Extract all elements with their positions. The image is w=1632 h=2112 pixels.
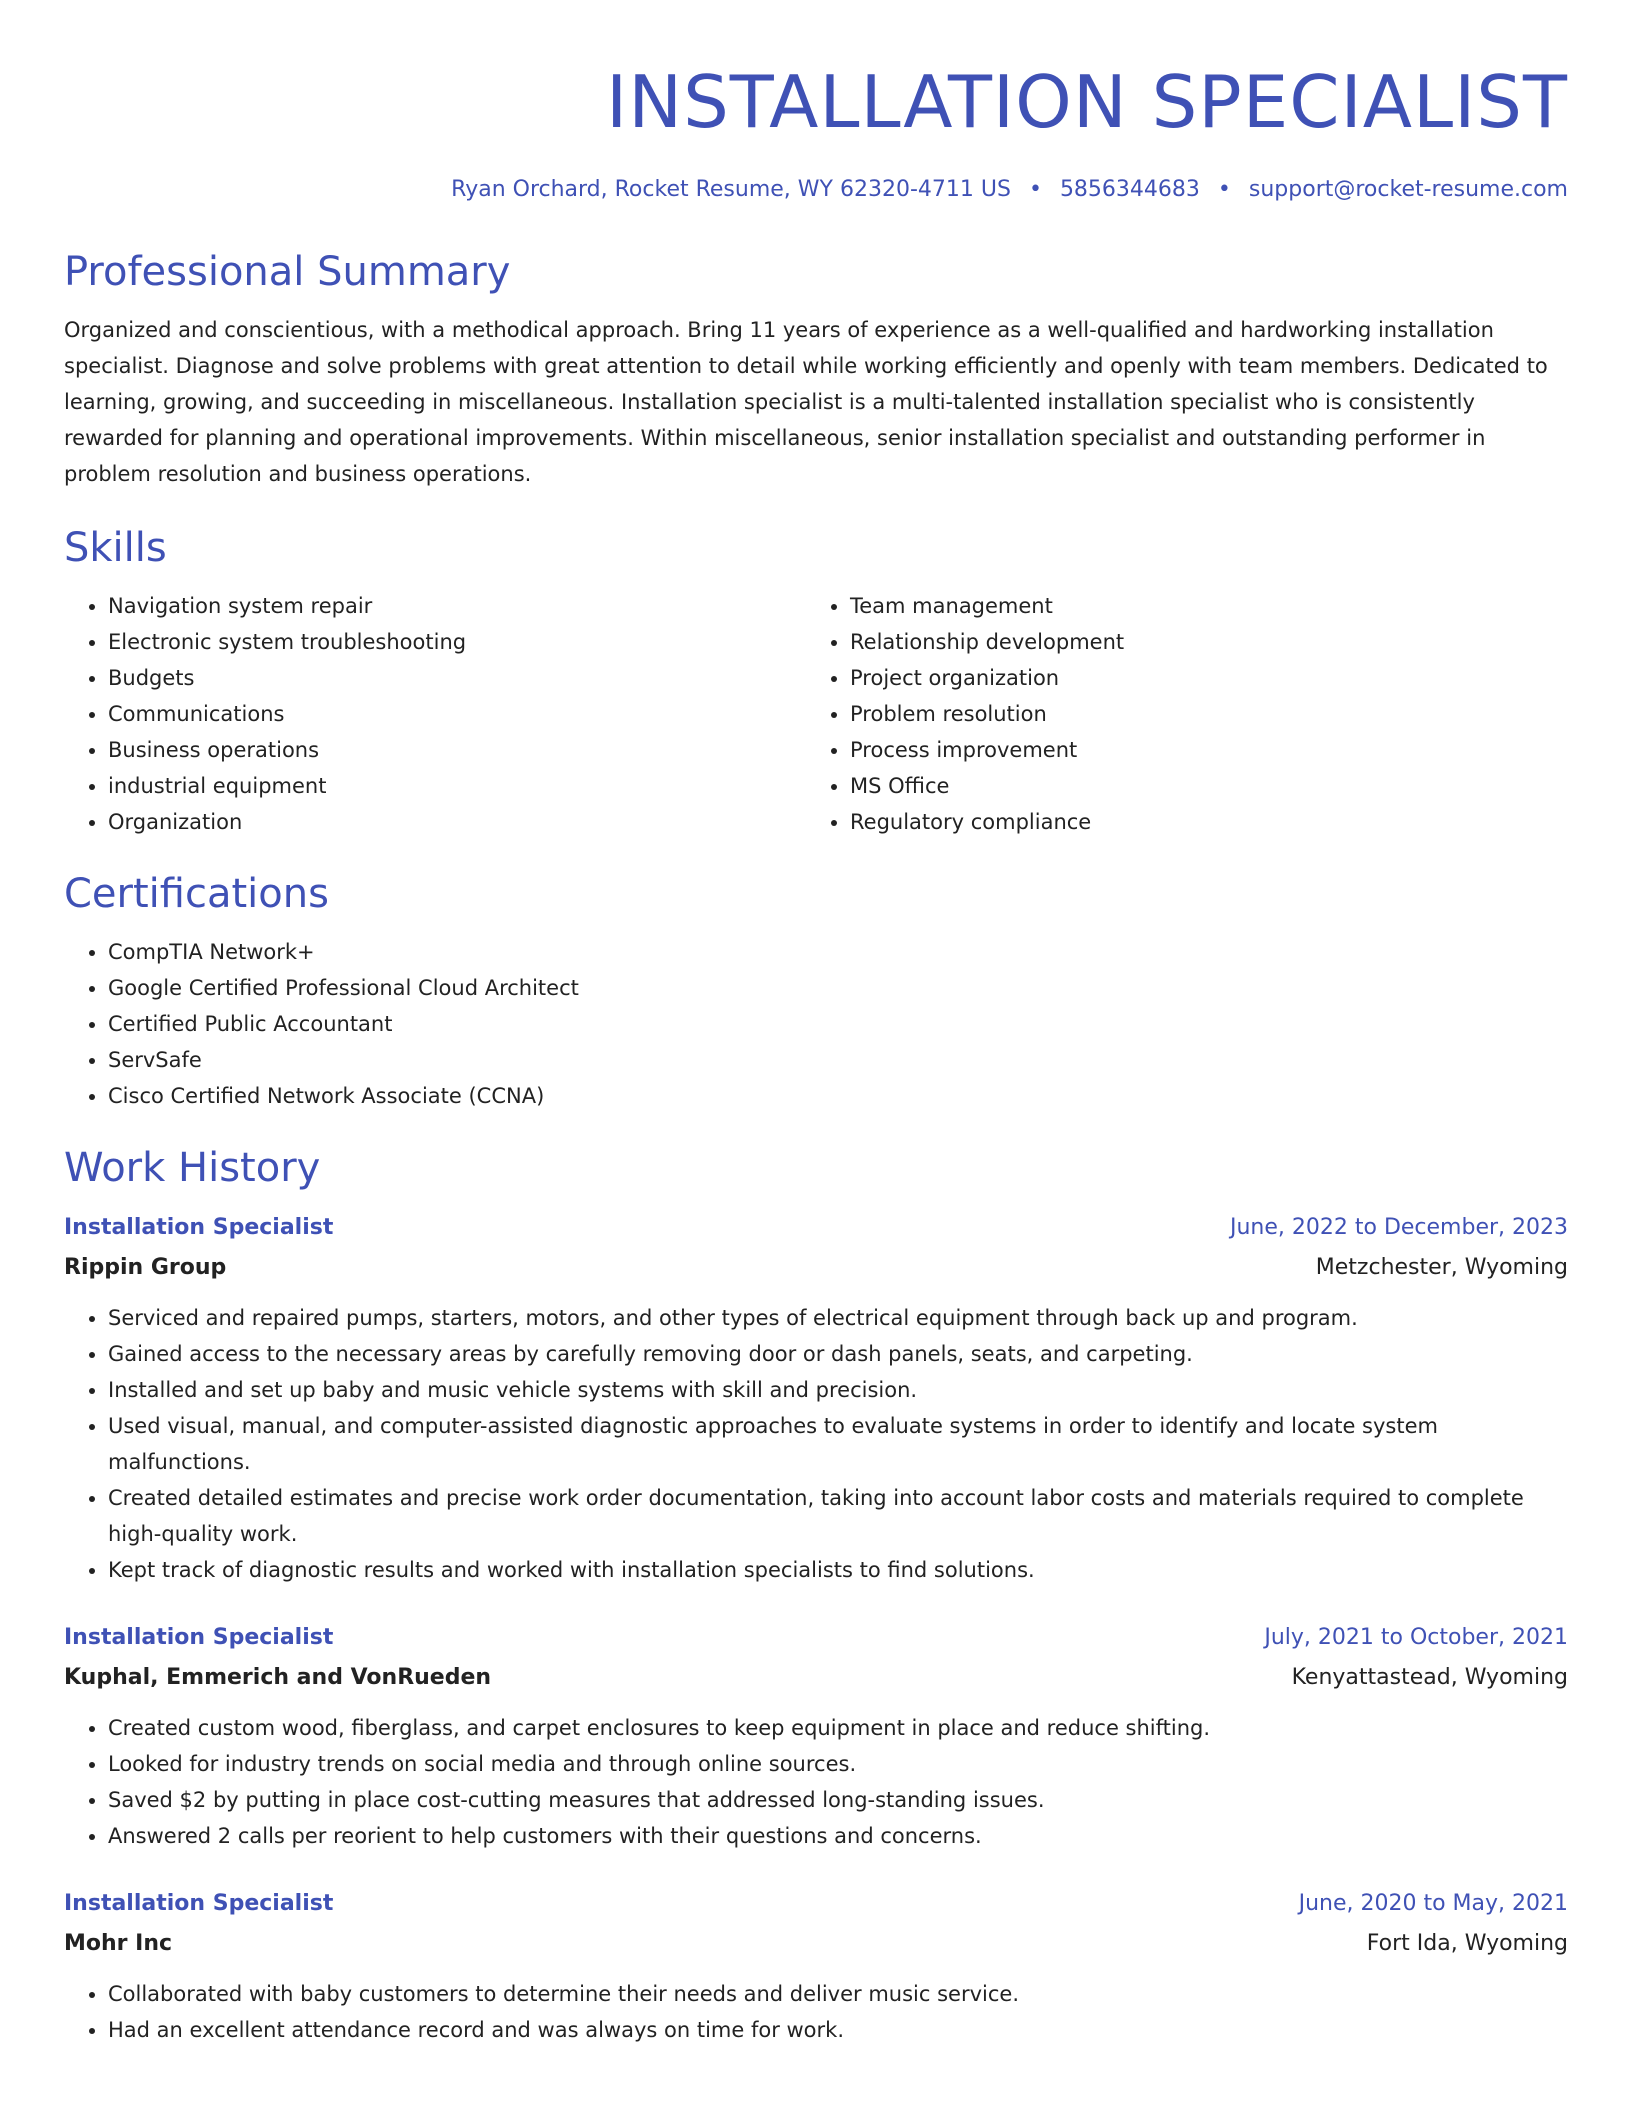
resume-page (64, 0, 1568, 2048)
certification-item: • ServSafe (108, 1042, 1568, 1078)
job-bullet: • Created custom wood, fiberglass, and carpet enclosures to keep equipment in place and reduce shifting. (108, 1710, 1568, 1746)
job-bullet: • Installed and set up baby and music vehicle systems with skill and precision. (108, 1372, 1568, 1408)
job-bullet: • Serviced and repaired pumps, starters, motors, and other types of electrical equipment through back up and program. (108, 1300, 1568, 1336)
job-bullet: • Saved $2 by putting in place cost-cutting measures that addressed long-standing issues. (108, 1782, 1568, 1818)
contact-address: Ryan Orchard, Rocket Resume, WY 62320-4711 US (451, 177, 1011, 202)
skill-item: • Regulatory compliance (850, 804, 1548, 840)
skill-item: • Project organization (850, 660, 1548, 696)
certification-item: • Google Certified Professional Cloud Architect (108, 970, 1568, 1006)
job-header-row (64, 1210, 1568, 1246)
job-dates: June, 2020 to May, 2021 (1298, 1891, 1568, 1916)
certification-item: • Certified Public Accountant (108, 1006, 1568, 1042)
skill-item: • Business operations (108, 732, 806, 768)
skill-item: • Problem resolution (850, 696, 1548, 732)
job-bullet: • Kept track of diagnostic results and worked with installation specialists to find solutions. (108, 1552, 1568, 1588)
certification-item: • Cisco Certified Network Associate (CCNA) (108, 1078, 1568, 1114)
job-bullets (64, 1710, 1568, 1854)
job-location: Fort Ida, Wyoming (1366, 1931, 1568, 1956)
job-header-row (64, 1886, 1568, 1922)
job-location: Kenyattastead, Wyoming (1291, 1665, 1568, 1690)
job-bullets (64, 1300, 1568, 1588)
skill-item: • Budgets (108, 660, 806, 696)
job-location: Metzchester, Wyoming (1315, 1255, 1568, 1280)
contact-line (64, 176, 1568, 204)
job-bullet: • Had an excellent attendance record and was always on time for work. (108, 2012, 1568, 2048)
job-bullets (64, 1976, 1568, 2048)
job-role: Installation Specialist (64, 1891, 334, 1916)
job-company-row (64, 1922, 1568, 1962)
job-entry (64, 1620, 1568, 1854)
resume-title: INSTALLATION SPECIALIST (605, 60, 1568, 144)
certifications-heading: Certifications (64, 871, 329, 917)
job-entry (64, 1886, 1568, 2048)
contact-separator: • (1028, 177, 1042, 202)
job-company-row (64, 1656, 1568, 1696)
skill-item: • Organization (108, 804, 806, 840)
job-role: Installation Specialist (64, 1215, 334, 1240)
job-dates: June, 2022 to December, 2023 (1229, 1215, 1568, 1240)
skills-heading: Skills (64, 525, 167, 571)
job-header-row (64, 1620, 1568, 1656)
skills-list-left (64, 588, 806, 840)
job-bullet: • Used visual, manual, and computer-assisted diagnostic approaches to evaluate systems in order to identify and locate system malfunctions. (108, 1408, 1568, 1480)
job-bullet: • Looked for industry trends on social media and through online sources. (108, 1746, 1568, 1782)
certifications-list (64, 934, 1568, 1114)
certification-item: • CompTIA Network+ (108, 934, 1568, 970)
job-company: Mohr Inc (64, 1931, 173, 1956)
skill-item: • MS Office (850, 768, 1548, 804)
skill-item: • Team management (850, 588, 1548, 624)
skills-list-right (806, 588, 1548, 840)
skill-item: • industrial equipment (108, 768, 806, 804)
job-bullet: • Gained access to the necessary areas by carefully removing door or dash panels, seats, and carpeting. (108, 1336, 1568, 1372)
contact-phone[interactable]: 5856344683 (1059, 177, 1200, 202)
work-history-heading: Work History (64, 1145, 321, 1191)
job-bullet: • Created detailed estimates and precise work order documentation, taking into account labor costs and materials required to complete high-quality work. (108, 1480, 1568, 1552)
skill-item: • Communications (108, 696, 806, 732)
skills-columns (64, 588, 1568, 840)
summary-text: Organized and conscientious, with a methodical approach. Bring 11 years of experience as a well-qualified and hardworking installation specialist. Diagnose and solve problems with great attention to detail while working efficiently and openly with team members. Dedicated to learning, growing, and succeeding in miscellaneous. Installation specialist is a multi-talented installation specialist who is consistently rewarded for planning and operational improvements. Within miscellaneous, senior installation specialist and outstanding performer in problem resolution and business operations. (64, 318, 1548, 486)
job-company: Rippin Group (64, 1255, 227, 1280)
job-dates: July, 2021 to October, 2021 (1264, 1625, 1568, 1650)
job-bullet: • Answered 2 calls per reorient to help customers with their questions and concerns. (108, 1818, 1568, 1854)
contact-separator: • (1217, 177, 1231, 202)
skill-item: • Navigation system repair (108, 588, 806, 624)
job-bullet: • Collaborated with baby customers to determine their needs and deliver music service. (108, 1976, 1568, 2012)
job-role: Installation Specialist (64, 1625, 334, 1650)
skill-item: • Process improvement (850, 732, 1548, 768)
job-company: Kuphal, Emmerich and VonRueden (64, 1665, 492, 1690)
contact-email[interactable]: support@rocket-resume.com (1248, 177, 1568, 202)
job-company-row (64, 1246, 1568, 1286)
skill-item: • Relationship development (850, 624, 1548, 660)
job-entry (64, 1210, 1568, 1588)
skill-item: • Electronic system troubleshooting (108, 624, 806, 660)
summary-heading: Professional Summary (64, 249, 511, 295)
